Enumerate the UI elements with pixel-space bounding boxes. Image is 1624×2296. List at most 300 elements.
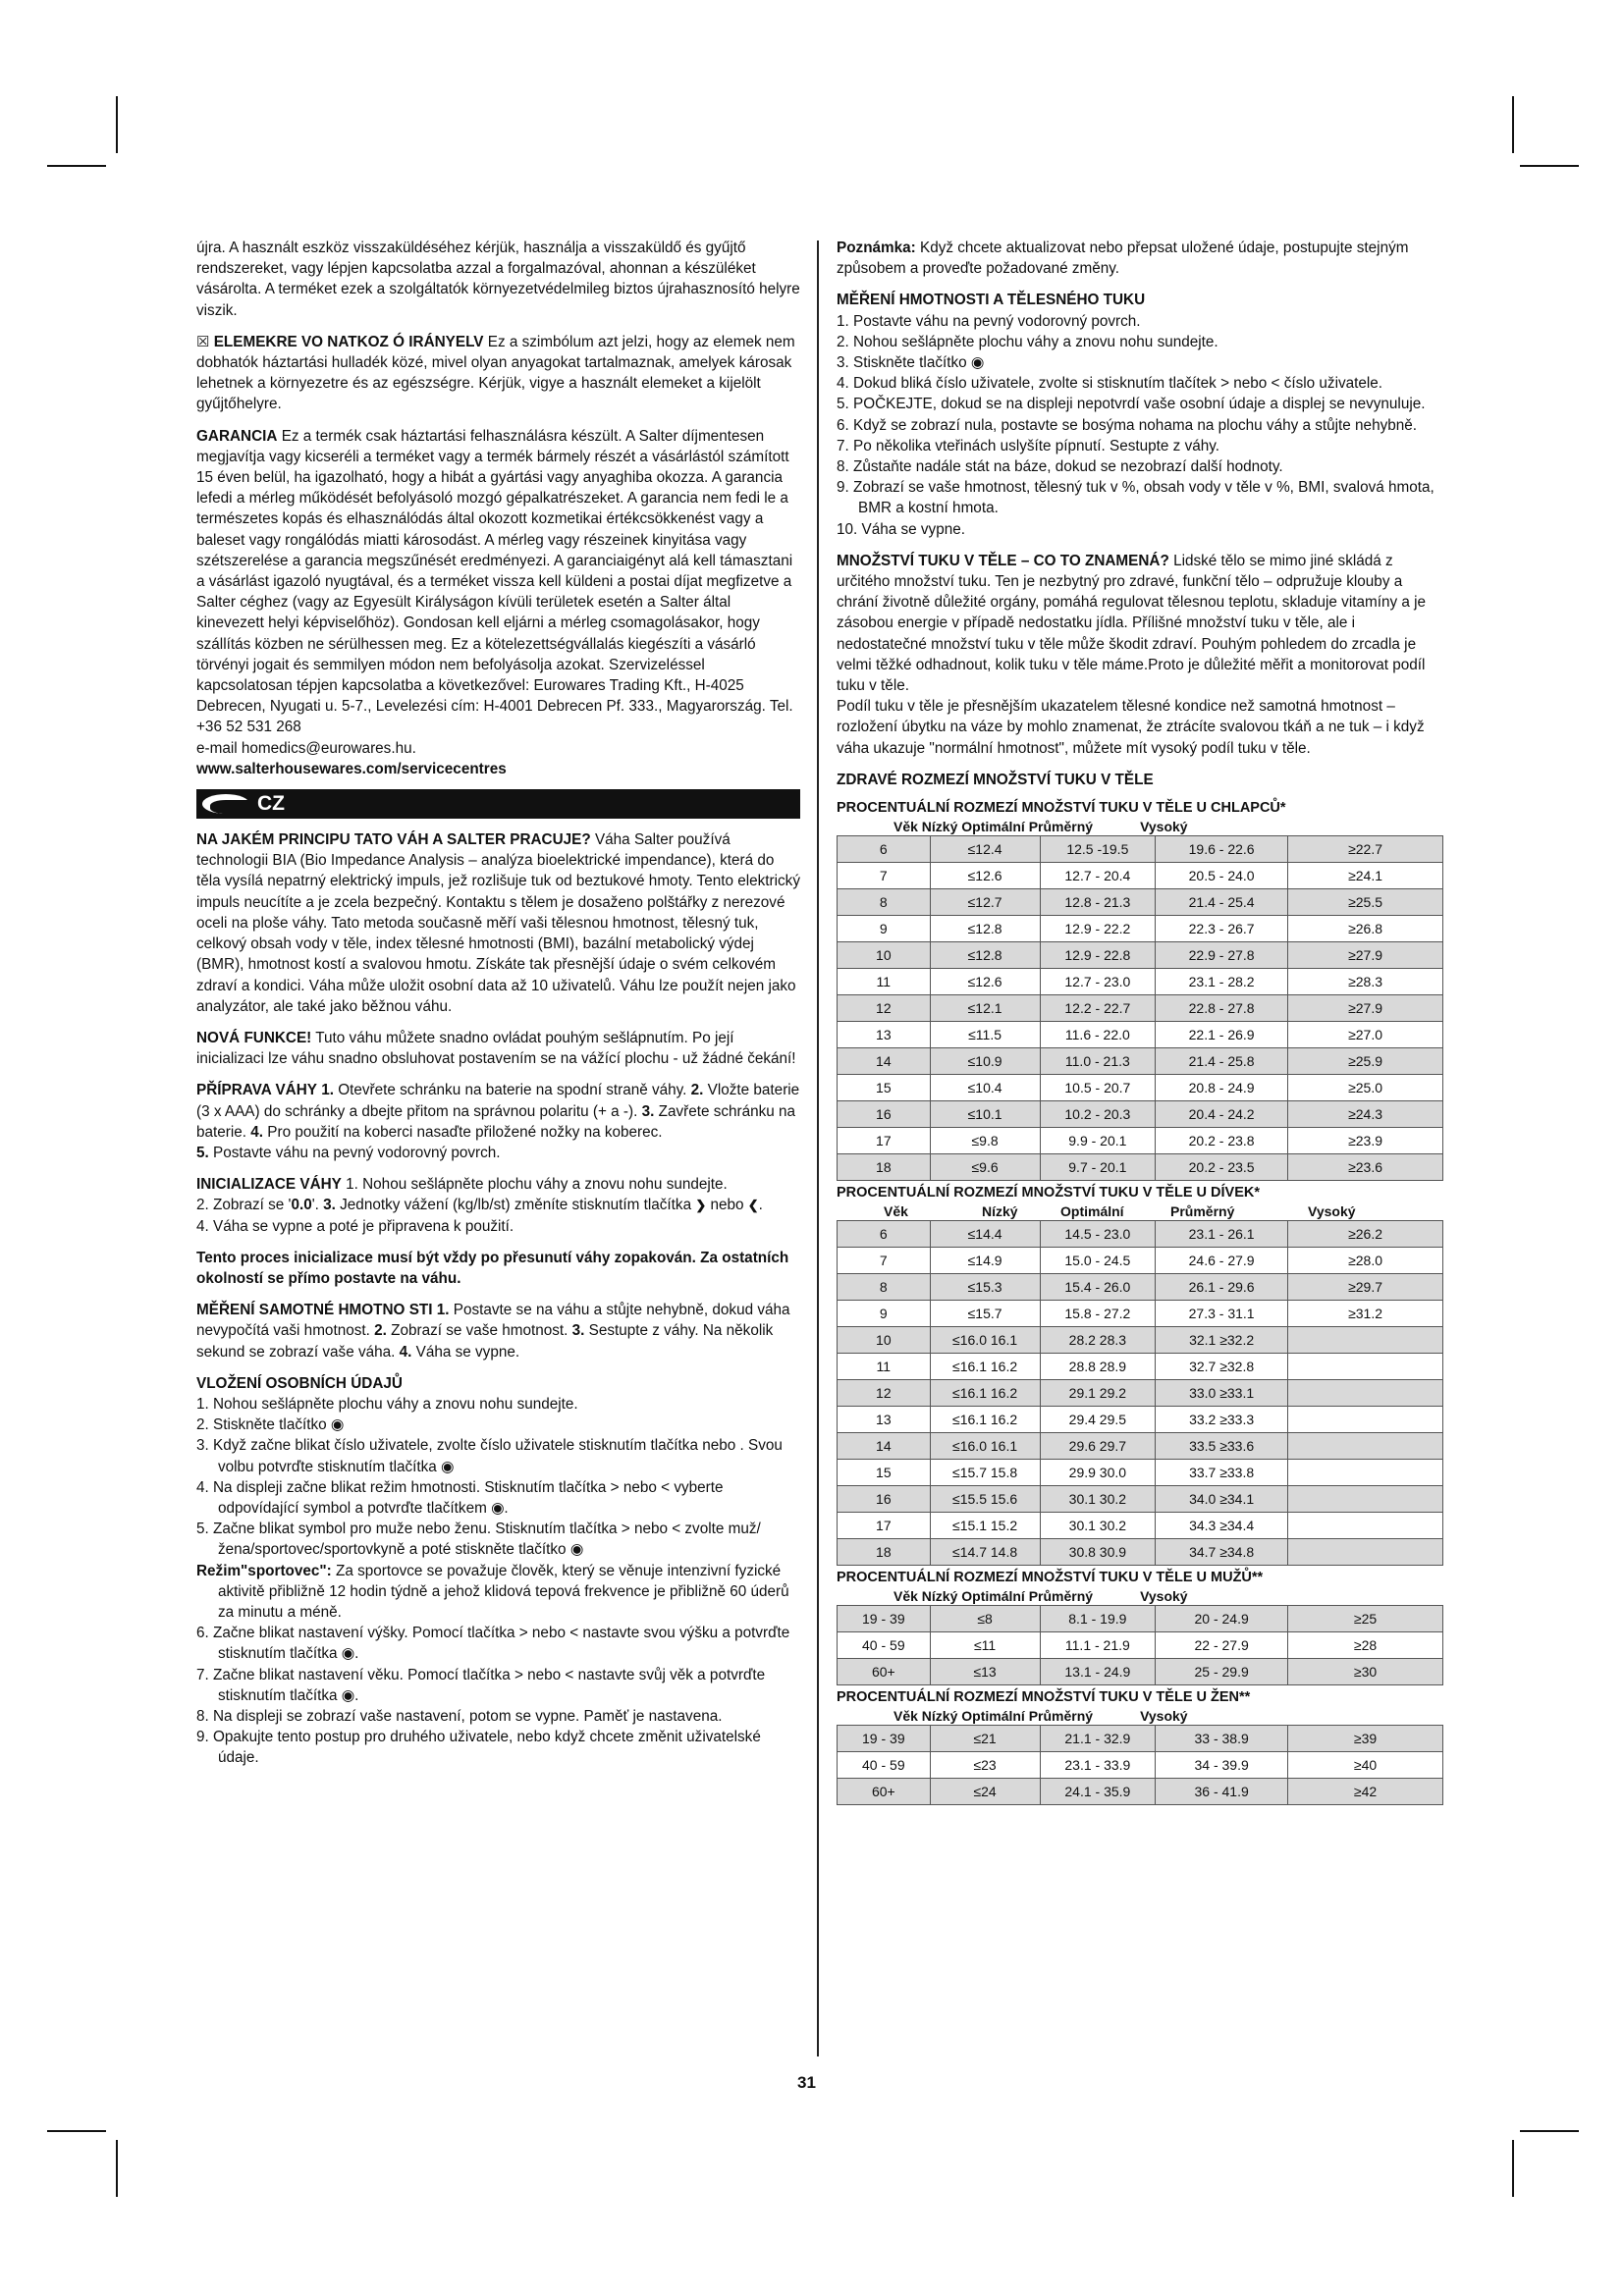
table-cell: 9.9 - 20.1 [1040,1128,1156,1154]
table-cell: 12.7 - 23.0 [1040,969,1156,995]
table-cell [1288,1460,1443,1486]
crop-mark [47,165,106,167]
table-cell: 20.4 - 24.2 [1156,1101,1288,1128]
right-column [837,238,1443,1805]
table-cell: 24.6 - 27.9 [1156,1248,1288,1274]
column-header: Věk Nízký Optimální Průměrný [893,1708,1094,1725]
table-cell: ≤11 [930,1632,1040,1659]
table-cell: ≤12.6 [930,969,1040,995]
list-item: 1. Nohou sešlápněte plochu váhy a znovu nohu sundejte. [196,1395,578,1413]
crop-mark [1512,2140,1514,2197]
page-number: 31 [797,2073,816,2092]
table-cell: 29.4 29.5 [1040,1407,1156,1433]
table-cell [1288,1513,1443,1539]
table-row [838,1075,1443,1101]
table-cell: 22.3 - 26.7 [1156,916,1288,942]
list-item: 1. Postavte váhu na pevný vodorovný povrch. [837,312,1141,330]
fat-table-men [837,1568,1443,1685]
table-row [838,969,1443,995]
table-cell: ≤16.0 16.1 [930,1327,1040,1354]
contact-email: e-mail homedics@eurowares.hu. [196,739,416,757]
weight-step: Zobrazí se vaše hmotnost. [391,1322,568,1340]
table-cell: ≤12.4 [930,836,1040,863]
language-code: CZ [257,792,285,816]
table-cell: ≥23.9 [1288,1128,1443,1154]
step-number: 2. [690,1082,704,1099]
personal-steps-list-2 [196,1623,800,1768]
table-header [837,1202,1443,1220]
table-row [838,1221,1443,1248]
table-cell: ≤16.1 16.2 [930,1354,1040,1380]
table-cell: 32.7 ≥32.8 [1156,1354,1288,1380]
table-cell: ≥42 [1288,1779,1443,1805]
table-cell: 7 [838,863,931,889]
table-cell: 60+ [838,1779,931,1805]
table-row [838,1301,1443,1327]
table-cell: ≤14.9 [930,1248,1040,1274]
table-cell: ≤13 [930,1659,1040,1685]
table [837,1725,1443,1805]
table-cell: 22 - 27.9 [1156,1632,1288,1659]
table-cell: 22.8 - 27.8 [1156,995,1288,1022]
table-cell: ≤15.5 15.6 [930,1486,1040,1513]
table-cell: ≤15.3 [930,1274,1040,1301]
table-title: PROCENTUÁLNÍ ROZMEZÍ MNOŽSTVÍ TUKU V TĚLE U MUŽŮ** [837,1570,1264,1586]
list-item: 9. Opakujte tento postup pro druhého uživatele, nebo když chcete změnit uživatelské údaje. [196,1729,761,1767]
list-item: 10. Váha se vypne. [837,520,965,538]
column-header: Vysoký [1140,819,1188,835]
table-cell: 15.8 - 27.2 [1040,1301,1156,1327]
battery-text: Ez a szimbólum azt jelzi, hogy az elemek nem dobhatók háztartási hulladék közé, mivel olyan anyagokat tartalmaznak, amelyek károsak lehetnek a környezetre és az egészségre. Kérjük, vigye a használt elemeket a kijelölt gyűjtőhelyre. [196,333,795,413]
table-cell: 18 [838,1154,931,1181]
table-cell: ≤14.4 [930,1221,1040,1248]
table-cell: ≤16.1 16.2 [930,1380,1040,1407]
table-cell: ≥29.7 [1288,1274,1443,1301]
prep-heading: PŘÍPRAVA VÁHY [196,1082,317,1099]
table-cell: 9 [838,1301,931,1327]
init-section: INICIALIZACE VÁHY 1. Nohou sešlápněte plochu váhy a znovu nohu sundejte. 2. Zobrazí se '0.0'. 3. Jednotky vážení (kg/lb/st) změníte stisknutím tlačítka ❯ nebo ❮. 4. Váha se vypne a poté je připravena k použití. [196,1176,763,1235]
table-title: PROCENTUÁLNÍ ROZMEZÍ MNOŽSTVÍ TUKU V TĚLE U CHLAPCŮ* [837,800,1286,817]
table-cell: ≥30 [1288,1659,1443,1685]
weight-heading: MĚŘENÍ SAMOTNÉ HMOTNO STI [196,1302,433,1319]
table-row [838,1407,1443,1433]
personal-steps-list [196,1394,800,1561]
table-cell: 11 [838,1354,931,1380]
table-row [838,1460,1443,1486]
personal-heading: VLOŽENÍ OSOBNÍCH ÚDAJŮ [196,1374,403,1392]
flag-icon [202,794,249,814]
table-cell: 21.4 - 25.4 [1156,889,1288,916]
warranty-text: Ez a termék csak háztartási felhasználásra készült. A Salter díjmentesen megjavítja vagy kicseréli a terméket vagy a termék bármely részét a vásárlástól számított 15 éven belül, ha igazolható, hogy a hibát a gyártási vagy anyaghiba okozza. A garancia lefedi a mérleg működését befolyásoló mozgó gépalkatrészeket. A garancia nem fedi le a természetes kopás és elhasználódás által okozott kozmetikai értékcsökkenést vagy a baleset vagy rongálódás miatti károsodást. A mérleg vagy részeinek kinyitása vagy szétszerelése a garancia megszűnését eredményezi. A garanciaigényt alá kell támasztani a vásárlást igazoló nyugtával, és a terméket vissza kell küldeni a postai díjat megfizetve a Salter céghez (vagy az Egyesült Királyságon kívüli területek esetén a Salter által kinevezett helyi képviselőhöz). Gondosan kell eljárni a mérleg csomagolásakor, hogy szállítás közben ne sérülhessen meg. Ez a kötelezettségvállalás kiegészíti a vásárló törvényi jogait és semmilyen módon nem befolyásolja azokat. Szervizeléssel kapcsolatosan tépjen kapcsolatba a következővel: Eurowares Trading Kft., H-4025 Debrecen, Nyugati u. 5-7., Levelezési cím: H-4001 Debrecen Pf. 333., Magyarország. Tel. +36 52 531 268 [196,427,793,736]
new-feature-text: Tuto váhu můžete snadno ovládat pouhým sešlápnutím. Po její inicializaci lze váhu snadno obsluhovat postavením se na vážící plochu - už žádné čekání! [196,1029,796,1068]
step-number: 2. [374,1322,387,1340]
table-cell: ≥28.0 [1288,1248,1443,1274]
list-item: 9. Zobrazí se vaše hmotnost, tělesný tuk v %, obsah vody v těle v %, BMI, svalová hmota, BMR a kostní hmota. [837,479,1435,517]
table-header [837,1587,1443,1605]
table-row [838,1539,1443,1566]
table-header [837,1707,1443,1725]
table-cell: ≥27.0 [1288,1022,1443,1048]
table-cell: 28.8 28.9 [1040,1354,1156,1380]
list-item: 4. Na displeji začne blikat režim hmotnosti. Stisknutím tlačítka > nebo < vyberte odpovídající symbol a potvrďte tlačítkem ◉. [196,1478,724,1517]
prep-step: Zavřete schránku na baterie. [196,1102,796,1141]
table-cell [1288,1327,1443,1354]
table-cell: ≥26.2 [1288,1221,1443,1248]
table-row [838,1380,1443,1407]
table-cell: ≥39 [1288,1726,1443,1752]
step-number: 3. [571,1322,585,1340]
table-cell: 14 [838,1433,931,1460]
table-row [838,916,1443,942]
step-number: 5. [196,1144,209,1161]
weight-section [196,1300,800,1362]
table-cell: 7 [838,1248,931,1274]
list-item: 5. POČKEJTE, dokud se na displeji nepotvrdí vaše osobní údaje a displej se nevynuluje. [837,396,1426,413]
table-cell: ≥24.1 [1288,863,1443,889]
list-item: 4. Dokud bliká číslo uživatele, zvolte si stisknutím tlačítek > nebo < číslo uživatele. [837,375,1383,393]
table-cell: 8 [838,1274,931,1301]
table-cell: 30.1 30.2 [1040,1486,1156,1513]
table-cell: 18 [838,1539,931,1566]
table-cell: 19 - 39 [838,1606,931,1632]
init-step: Jednotky vážení (kg/lb/st) změníte stisknutím tlačítka [340,1197,692,1214]
fat-text: Lidské tělo se mimo jiné skládá z určitého množství tuku. Ten je nezbytný pro zdravé, funkční tělo – odpružuje klouby a chrání životně důležité orgány, pomáhá regulovat tělesnou teplotu, skladuje vitamíny a je zásobou energie v případě nedostatku jídla. Přílišné množství tuku v těle, ale i nedostatečné množství tuku v těle může škodit zdraví. Pouhým pohledem do zrcadla je velmi těžké odhadnout, kolik tuku v těle máme.Proto je důležité měřit a monitorovat podíl tuku v těle. [837,552,1427,695]
table-row [838,1274,1443,1301]
fat-table-girls [837,1183,1443,1566]
table-cell: 17 [838,1513,931,1539]
table-cell: 12.5 -19.5 [1040,836,1156,863]
table-cell: 40 - 59 [838,1752,931,1779]
table-row [838,1606,1443,1632]
table-cell: 12.8 - 21.3 [1040,889,1156,916]
weight-step: Postavte se na váhu a stůjte nehybně, dokud váha nevypočítá vaši hmotnost. [196,1302,790,1340]
table-cell: 12.2 - 22.7 [1040,995,1156,1022]
table-cell: 14.5 - 23.0 [1040,1221,1156,1248]
step-number: 1. [321,1082,334,1099]
table-cell: 20 - 24.9 [1156,1606,1288,1632]
prep-section [196,1080,800,1163]
list-item: 3. Stiskněte tlačítko ◉ [837,354,985,372]
battery-heading: ELEMEKRE VO NATKOZ Ó IRÁNYELV [213,333,484,350]
table-cell: ≤10.9 [930,1048,1040,1075]
table-cell: 11.1 - 21.9 [1040,1632,1156,1659]
table-row [838,1779,1443,1805]
table-cell: ≤9.6 [930,1154,1040,1181]
table-cell: 33.7 ≥33.8 [1156,1460,1288,1486]
column-header: Věk Nízký Optimální Průměrný [893,819,1094,835]
list-item: 5. Začne blikat symbol pro muže nebo ženu. Stisknutím tlačítka > nebo < zvolte muž/žena/sportovec/sportovkyně a poté stiskněte tlačítko ◉ [196,1521,761,1559]
table-cell [1288,1486,1443,1513]
table-row [838,1154,1443,1181]
table-cell: 23.1 - 28.2 [1156,969,1288,995]
table-cell [1288,1354,1443,1380]
table-cell: 60+ [838,1659,931,1685]
table-title: PROCENTUÁLNÍ ROZMEZÍ MNOŽSTVÍ TUKU V TĚLE U ŽEN** [837,1689,1251,1706]
table-cell: ≤16.1 16.2 [930,1407,1040,1433]
table-cell: 21.4 - 25.8 [1156,1048,1288,1075]
display-value: 0.0 [291,1197,312,1214]
list-item: 7. Po několika vteřinách uslyšíte pípnutí. Sestupte z váhy. [837,437,1220,454]
table-cell: ≤21 [930,1726,1040,1752]
fat-text-2: Podíl tuku v těle je přesnějším ukazatelem tělesné kondice než samotná hmotnost – rozložení úbytku na váze by mohlo znamenat, že ztrácíte svalovou tkáň a ne tuk – i když váha ukazuje "normální hmotnost", můžete mít vysoký podíl tuku v těle. [837,698,1425,757]
table-cell: 29.6 29.7 [1040,1433,1156,1460]
table-cell: 10.5 - 20.7 [1040,1075,1156,1101]
table-row [838,942,1443,969]
table-cell: 22.9 - 27.8 [1156,942,1288,969]
table-cell: 11.6 - 22.0 [1040,1022,1156,1048]
table-cell: 20.8 - 24.9 [1156,1075,1288,1101]
table-cell: 30.8 30.9 [1040,1539,1156,1566]
table-cell: ≤12.8 [930,916,1040,942]
table-cell: 22.1 - 26.9 [1156,1022,1288,1048]
table-cell: 15.0 - 24.5 [1040,1248,1156,1274]
table-cell: 10.2 - 20.3 [1040,1101,1156,1128]
table-row [838,1486,1443,1513]
column-header: Nízký [982,1203,1018,1220]
table-cell: 9 [838,916,931,942]
table-row [838,836,1443,863]
table-cell: 14 [838,1048,931,1075]
prep-step: Vložte baterie (3 x AAA) do schránky a dbejte přitom na správnou polaritu (+ a -). [196,1082,800,1120]
table-cell: 29.9 30.0 [1040,1460,1156,1486]
table-cell: 12 [838,995,931,1022]
language-bar-cz [196,789,800,819]
table-cell: 15 [838,1460,931,1486]
list-item: 6. Když se zobrazí nula, postavte se bosýma nohama na plochu váhy a stůjte nehybně. [837,416,1417,434]
list-item: 8. Na displeji se zobrazí vaše nastavení, potom se vypne. Paměť je nastavena. [196,1708,723,1725]
column-divider [817,240,819,2056]
table-cell: 33 - 38.9 [1156,1726,1288,1752]
table [837,1220,1443,1566]
table-cell: 15.4 - 26.0 [1040,1274,1156,1301]
list-item: 3. Když začne blikat číslo uživatele, zvolte číslo uživatele stisknutím tlačítka nebo . Svou volbu potvrďte stisknutím tlačítka ◉ [196,1437,783,1475]
table-cell: 34.3 ≥34.4 [1156,1513,1288,1539]
table-cell: 34.0 ≥34.1 [1156,1486,1288,1513]
table-cell: 36 - 41.9 [1156,1779,1288,1805]
table-cell: ≥25.0 [1288,1075,1443,1101]
column-header: Průměrný [1170,1203,1235,1220]
table-cell: 11.0 - 21.3 [1040,1048,1156,1075]
table-row [838,1659,1443,1685]
table-row [838,1632,1443,1659]
table-cell [1288,1380,1443,1407]
fat-table-boys [837,798,1443,1181]
table-cell: 33.0 ≥33.1 [1156,1380,1288,1407]
table-cell: ≤12.8 [930,942,1040,969]
athlete-mode [196,1561,800,1624]
table-row [838,1433,1443,1460]
fat-table-women [837,1687,1443,1805]
table-cell: ≤14.7 14.8 [930,1539,1040,1566]
table-cell: ≤16.0 16.1 [930,1433,1040,1460]
or-word: nebo [710,1197,744,1214]
table-row [838,1128,1443,1154]
table [837,1605,1443,1685]
table-row [838,863,1443,889]
table-cell: 23.1 - 26.1 [1156,1221,1288,1248]
table-cell: 30.1 30.2 [1040,1513,1156,1539]
fat-section [837,551,1443,696]
table-cell: 19.6 - 22.6 [1156,836,1288,863]
step-number: 3. [323,1197,336,1214]
warranty-heading: GARANCIA [196,427,278,445]
table-row [838,1752,1443,1779]
ranges-heading: ZDRAVÉ ROZMEZÍ MNOŽSTVÍ TUKU V TĚLE [837,771,1154,788]
table-cell: ≤24 [930,1779,1040,1805]
column-header: Věk [884,1203,908,1220]
table-cell: ≥40 [1288,1752,1443,1779]
column-header: Věk Nízký Optimální Průměrný [893,1588,1094,1605]
list-item: 7. Začne blikat nastavení věku. Pomocí tlačítka > nebo < nastavte svůj věk a potvrďte stisknutím tlačítka ◉. [196,1666,766,1704]
list-item: 2. Stiskněte tlačítko ◉ [196,1416,345,1434]
table-cell: 15 [838,1075,931,1101]
table-cell: ≤12.7 [930,889,1040,916]
table-cell: 17 [838,1128,931,1154]
table-row [838,1726,1443,1752]
table-cell: 9.7 - 20.1 [1040,1154,1156,1181]
table-cell: ≥22.7 [1288,836,1443,863]
left-column [196,238,800,1769]
service-url[interactable]: www.salterhousewares.com/servicecentres [196,760,507,777]
measure-steps-list [837,311,1443,540]
table-row [838,1022,1443,1048]
table-cell: 12 [838,1380,931,1407]
table-cell: 23.1 - 33.9 [1040,1752,1156,1779]
table-cell: 28.2 28.3 [1040,1327,1156,1354]
principle-section [196,829,800,1017]
crop-mark [47,2130,106,2132]
table-cell: ≤23 [930,1752,1040,1779]
table-cell: ≤8 [930,1606,1040,1632]
prep-step: Pro použití na koberci nasaďte přiložené nožky na koberec. [267,1123,663,1141]
table-cell: ≤12.1 [930,995,1040,1022]
principle-text: Váha Salter používá technologii BIA (Bio Impedance Analysis – analýza bioelektrické impendance), která do těla vysílá nepatrný elektrický impuls, jež rozlišuje tuk od beztukové hmoty. Tento elektrický impuls neucítíte a je zcela bezpečný. Kontaktu s tělem je dosaženo polštářky z nerezové oceli na ploše váhy. Tato metoda současně měří vaši tělesnou hmotnost, tělesný tuk, celkový obsah vody v těle, index tělesné hmotnosti (BMI), bazální metabolický výdej (BMR), hmotnost kostí a svalovou hmotu. Získáte tak přesnější údaje o svém celkovém zdraví a kondici. Váha může uložit osobní data až 10 uživatelů. Váhu lze použít nejen jako analyzátor, ale také jako běžnou váhu. [196,831,800,1015]
table-cell: ≥27.9 [1288,942,1443,969]
note-text: Když chcete aktualizovat nebo přepsat uložené údaje, postupujte stejným způsobem a proveďte požadované změny. [837,240,1409,278]
crop-mark [1520,165,1579,167]
init-heading: INICIALIZACE VÁHY [196,1176,342,1194]
step-number: 4. [250,1123,264,1141]
table-cell: ≤11.5 [930,1022,1040,1048]
prep-step: Postavte váhu na pevný vodorovný povrch. [213,1144,501,1161]
weight-step: Sestupte z váhy. Na několik sekund se zobrazí vaše váha. [196,1322,774,1361]
table-title: PROCENTUÁLNÍ ROZMEZÍ MNOŽSTVÍ TUKU V TĚLE U DÍVEK* [837,1185,1260,1201]
step-number: 3. [641,1102,655,1120]
init-step: 4. Váha se vypne a poté je připravena k použití. [196,1217,514,1235]
note-label: Poznámka: [837,240,916,256]
table-cell: ≤10.4 [930,1075,1040,1101]
crop-mark [1520,2130,1579,2132]
list-item: 8. Zůstaňte nadále stát na báze, dokud se nezobrazí další hodnoty. [837,458,1283,476]
table-cell: 16 [838,1101,931,1128]
table-cell: 19 - 39 [838,1726,931,1752]
table-row [838,889,1443,916]
athlete-text: Za sportovce se považuje člověk, který se věnuje intenzivní fyzické aktivitě přibližně 12 hodin týdně a jehož klidová tepová frekvence je přibližně 60 úderů za minutu a méně. [218,1562,789,1621]
table-row [838,995,1443,1022]
table-cell: ≥24.3 [1288,1101,1443,1128]
battery-section [196,332,800,415]
table-cell: 20.2 - 23.5 [1156,1154,1288,1181]
table-cell: 12.9 - 22.8 [1040,942,1156,969]
list-item: 2. Nohou sešlápněte plochu váhy a znovu nohu sundejte. [837,333,1218,350]
table-cell: 20.2 - 23.8 [1156,1128,1288,1154]
table-cell: 21.1 - 32.9 [1040,1726,1156,1752]
table-cell [1288,1539,1443,1566]
table-cell: 27.3 - 31.1 [1156,1301,1288,1327]
table-cell: ≥26.8 [1288,916,1443,942]
new-feature-heading: NOVÁ FUNKCE! [196,1029,312,1046]
measure-heading: MĚŘENÍ HMOTNOSTI A TĚLESNÉHO TUKU [837,292,1146,309]
crop-mark [116,2140,118,2197]
table-cell: ≥28 [1288,1632,1443,1659]
crop-mark [1512,96,1514,153]
prep-step: Otevřete schránku na baterie na spodní straně váhy. [338,1082,687,1099]
table-cell: 33.5 ≥33.6 [1156,1433,1288,1460]
table-cell: 12.9 - 22.2 [1040,916,1156,942]
column-header: Optimální [1060,1203,1124,1220]
table-cell: ≥28.3 [1288,969,1443,995]
crop-mark [116,96,118,153]
table-cell: 13 [838,1022,931,1048]
table-cell: ≤9.8 [930,1128,1040,1154]
table-cell: 6 [838,1221,931,1248]
table-cell: 40 - 59 [838,1632,931,1659]
table-cell: ≤15.1 15.2 [930,1513,1040,1539]
table-cell: ≤12.6 [930,863,1040,889]
table-cell: 25 - 29.9 [1156,1659,1288,1685]
table-cell: 8.1 - 19.9 [1040,1606,1156,1632]
step-number: 1. [436,1302,450,1319]
table-cell: ≥25 [1288,1606,1443,1632]
table-cell: 13 [838,1407,931,1433]
init-warning: Tento proces inicializace musí být vždy po přesunutí váhy zopakován. Za ostatních okolností se přímo postavte na váhu. [196,1249,789,1287]
table-row [838,1327,1443,1354]
table-cell: 29.1 29.2 [1040,1380,1156,1407]
init-step: 1. Nohou sešlápněte plochu váhy a znovu nohu sundejte. [346,1176,728,1194]
column-header: Vysoký [1140,1588,1188,1605]
table-cell: ≥25.9 [1288,1048,1443,1075]
table-cell: 10 [838,1327,931,1354]
table-cell: 34 - 39.9 [1156,1752,1288,1779]
athlete-label: Režim"sportovec": [196,1562,332,1579]
table-cell: 26.1 - 29.6 [1156,1274,1288,1301]
chevron-right-icon: ❯ [695,1198,707,1213]
fat-heading: MNOŽSTVÍ TUKU V TĚLE – CO TO ZNAMENÁ? [837,552,1169,569]
table-row [838,1354,1443,1380]
table-cell [1288,1433,1443,1460]
table-cell: ≥23.6 [1288,1154,1443,1181]
table-cell: 32.1 ≥32.2 [1156,1327,1288,1354]
table-cell: ≤10.1 [930,1101,1040,1128]
weight-step: Váha se vypne. [415,1343,520,1361]
table-cell [1288,1407,1443,1433]
table-row [838,1101,1443,1128]
table-cell: ≤15.7 [930,1301,1040,1327]
table-cell: 20.5 - 24.0 [1156,863,1288,889]
init-step: '. [311,1197,319,1214]
note [837,238,1443,279]
table-row [838,1248,1443,1274]
table-cell: 6 [838,836,931,863]
table-row [838,1048,1443,1075]
table-header [837,818,1443,835]
table-cell: ≤15.7 15.8 [930,1460,1040,1486]
table-cell: ≥31.2 [1288,1301,1443,1327]
table-cell: 10 [838,942,931,969]
new-feature-section [196,1028,800,1069]
step-number: 4. [399,1343,412,1361]
table [837,835,1443,1181]
